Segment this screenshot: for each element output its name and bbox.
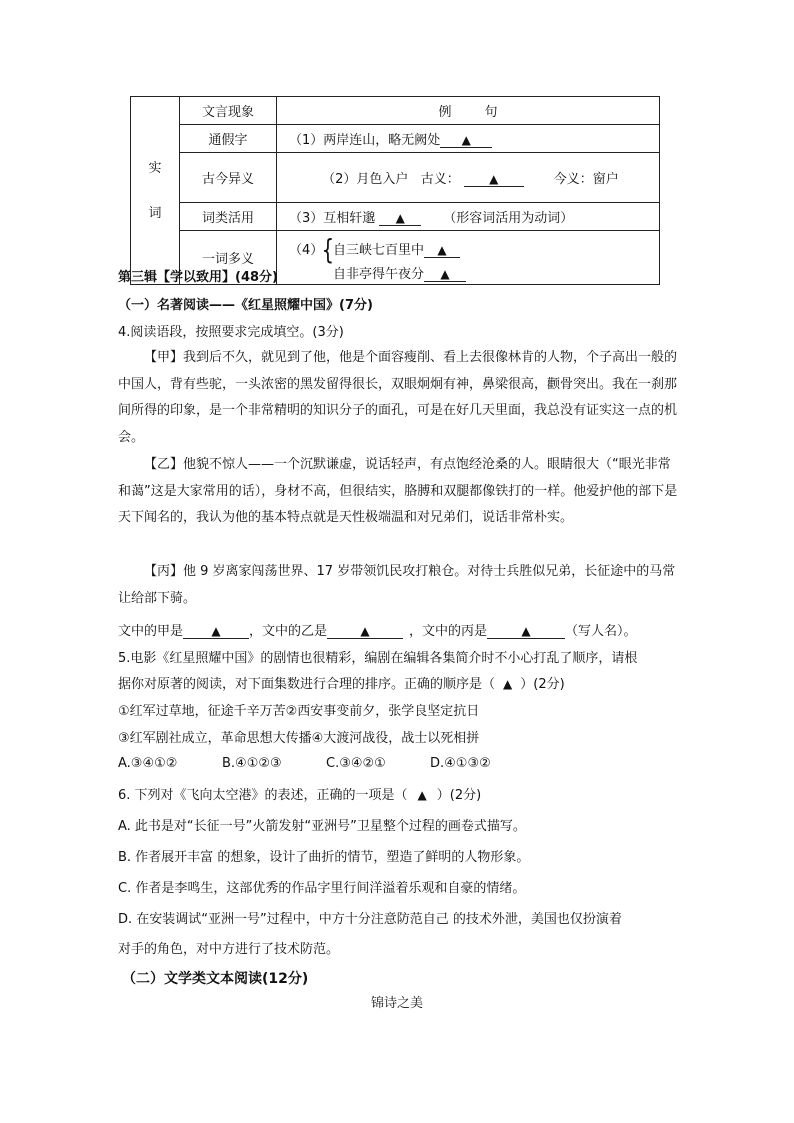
answer-blank[interactable]: ▲ bbox=[464, 173, 524, 187]
question-5-items-line1: ①红军过草地，征途千辛万苦②西安事变前夕，张学良坚定抗日 bbox=[118, 704, 480, 719]
question-5-stem-line1: 5.电影《红星照耀中国》的剧情也很精彩，编剧在编辑各集简介时不小心打乱了顺序，请根 bbox=[118, 651, 638, 666]
answer-blank[interactable]: ▲ bbox=[487, 625, 565, 639]
option-d[interactable]: D.④①③② bbox=[430, 756, 491, 771]
table-header-phenomenon: 文言现象 bbox=[180, 97, 277, 125]
answer-blank[interactable]: ▲ bbox=[183, 625, 249, 639]
question-6-option-c[interactable]: C. 作者是李鸣生，这部优秀的作品字里行间洋溢着乐观和自豪的情绪。 bbox=[118, 881, 526, 896]
answer-blank[interactable]: ▲ bbox=[440, 134, 492, 148]
answer-blank[interactable]: ▲ bbox=[424, 244, 460, 258]
section-title: 第三辑【学以致用】(48分) bbox=[118, 270, 278, 285]
question-6-stem: 6. 下列对《飞向太空港》的表述，正确的一项是（ ▲ ）(2分) bbox=[118, 788, 482, 803]
answer-mark[interactable]: ▲ bbox=[417, 788, 427, 802]
passage-jia: 【甲】我到后不久，就见到了他，他是个面容瘦削、看上去很像林肯的人物，个子高出一般的中国人，背有些驼，一头浓密的黑发留得很长，双眼炯炯有神，鼻梁很高，颧骨突出。我在一刹那间所得的印象，是一个非常精明的知识分子的面孔，可是在好几天里面，我总没有证实这一点的机会。 bbox=[118, 350, 678, 445]
answer-blank[interactable]: ▲ bbox=[379, 212, 421, 226]
table-side-label: 实 词 bbox=[131, 97, 180, 285]
table-row: 通假字 （1）两岸连山，略无阙处 ▲ bbox=[131, 125, 660, 153]
part-title: （二）文学类文本阅读(12分) bbox=[122, 971, 309, 987]
essay-title: 锦诗之美 bbox=[370, 996, 423, 1011]
question-5-items-line2: ③红军剧社成立，革命思想大传播④大渡河战役，战士以死相拼 bbox=[118, 731, 480, 746]
question-4-fill: 文中的甲是 ▲ ，文中的乙是 ▲ ，文中的丙是 ▲ （写人名）。 bbox=[118, 624, 637, 639]
answer-blank[interactable]: ▲ bbox=[424, 268, 466, 282]
table-row: 词类活用 （3）互相轩邈 ▲ （形容词活用为动词） bbox=[131, 203, 660, 231]
answer-mark[interactable]: ▲ bbox=[503, 677, 513, 691]
passage-bing: 【丙】他 9 岁离家闯荡世界、17 岁带领饥民攻打粮仓。对待士兵胜似兄弟，长征途中的马常让给部下骑。 bbox=[118, 564, 676, 606]
question-5-options bbox=[118, 756, 491, 771]
brace-symbol: { bbox=[321, 233, 335, 266]
question-4-stem: 4.阅读语段，按照要求完成填空。(3分) bbox=[118, 325, 344, 340]
table-header-example: 例 句 bbox=[277, 97, 660, 125]
option-b[interactable]: B.④①②③ bbox=[222, 756, 282, 771]
question-5-stem-line2: 据你对原著的阅读，对下面集数进行合理的排序。正确的顺序是（ ▲ ）(2分) bbox=[118, 677, 565, 692]
option-a[interactable]: A.③④①② bbox=[118, 756, 178, 771]
question-6-option-a[interactable]: A. 此书是对“长征一号”火箭发射“亚洲号”卫星整个过程的画卷式描写。 bbox=[118, 819, 526, 834]
classical-chinese-table bbox=[130, 96, 660, 285]
question-6-option-d-line1[interactable]: D. 在安装调试“亚洲一号”过程中，中方十分注意防范自己 的技术外泄，美国也仅扮演着 bbox=[118, 912, 622, 927]
question-6-option-b[interactable]: B. 作者展开丰富 的想象，设计了曲折的情节，塑造了鲜明的人物形象。 bbox=[118, 850, 530, 865]
passage-yi: 【乙】他貌不惊人——一个沉默谦虚，说话轻声，有点饱经沧桑的人。眼睛很大（“眼光非常和蔼”这是大家常用的话），身材不高，但很结实，胳膊和双腿都像铁打的一样。他爱护他的部下是天下闻名的，我认为他的基本特点就是天性极端温和对兄弟们，说话非常朴实。 bbox=[118, 457, 678, 525]
table-row: 古今异义 （2）月色入户 古义： ▲ 今义：窗户 bbox=[131, 153, 660, 203]
part-title: （一）名著阅读——《红星照耀中国》(7分) bbox=[118, 298, 373, 313]
question-6-option-d-line2: 对手的角色，对中方进行了技术防范。 bbox=[118, 942, 340, 957]
answer-blank[interactable]: ▲ bbox=[327, 625, 403, 639]
table-row: 一词多义 （4） { 自三峡七百里中 ▲ 自非亭得午夜分 ▲ bbox=[131, 231, 660, 285]
option-c[interactable]: C.③④②① bbox=[326, 756, 386, 771]
